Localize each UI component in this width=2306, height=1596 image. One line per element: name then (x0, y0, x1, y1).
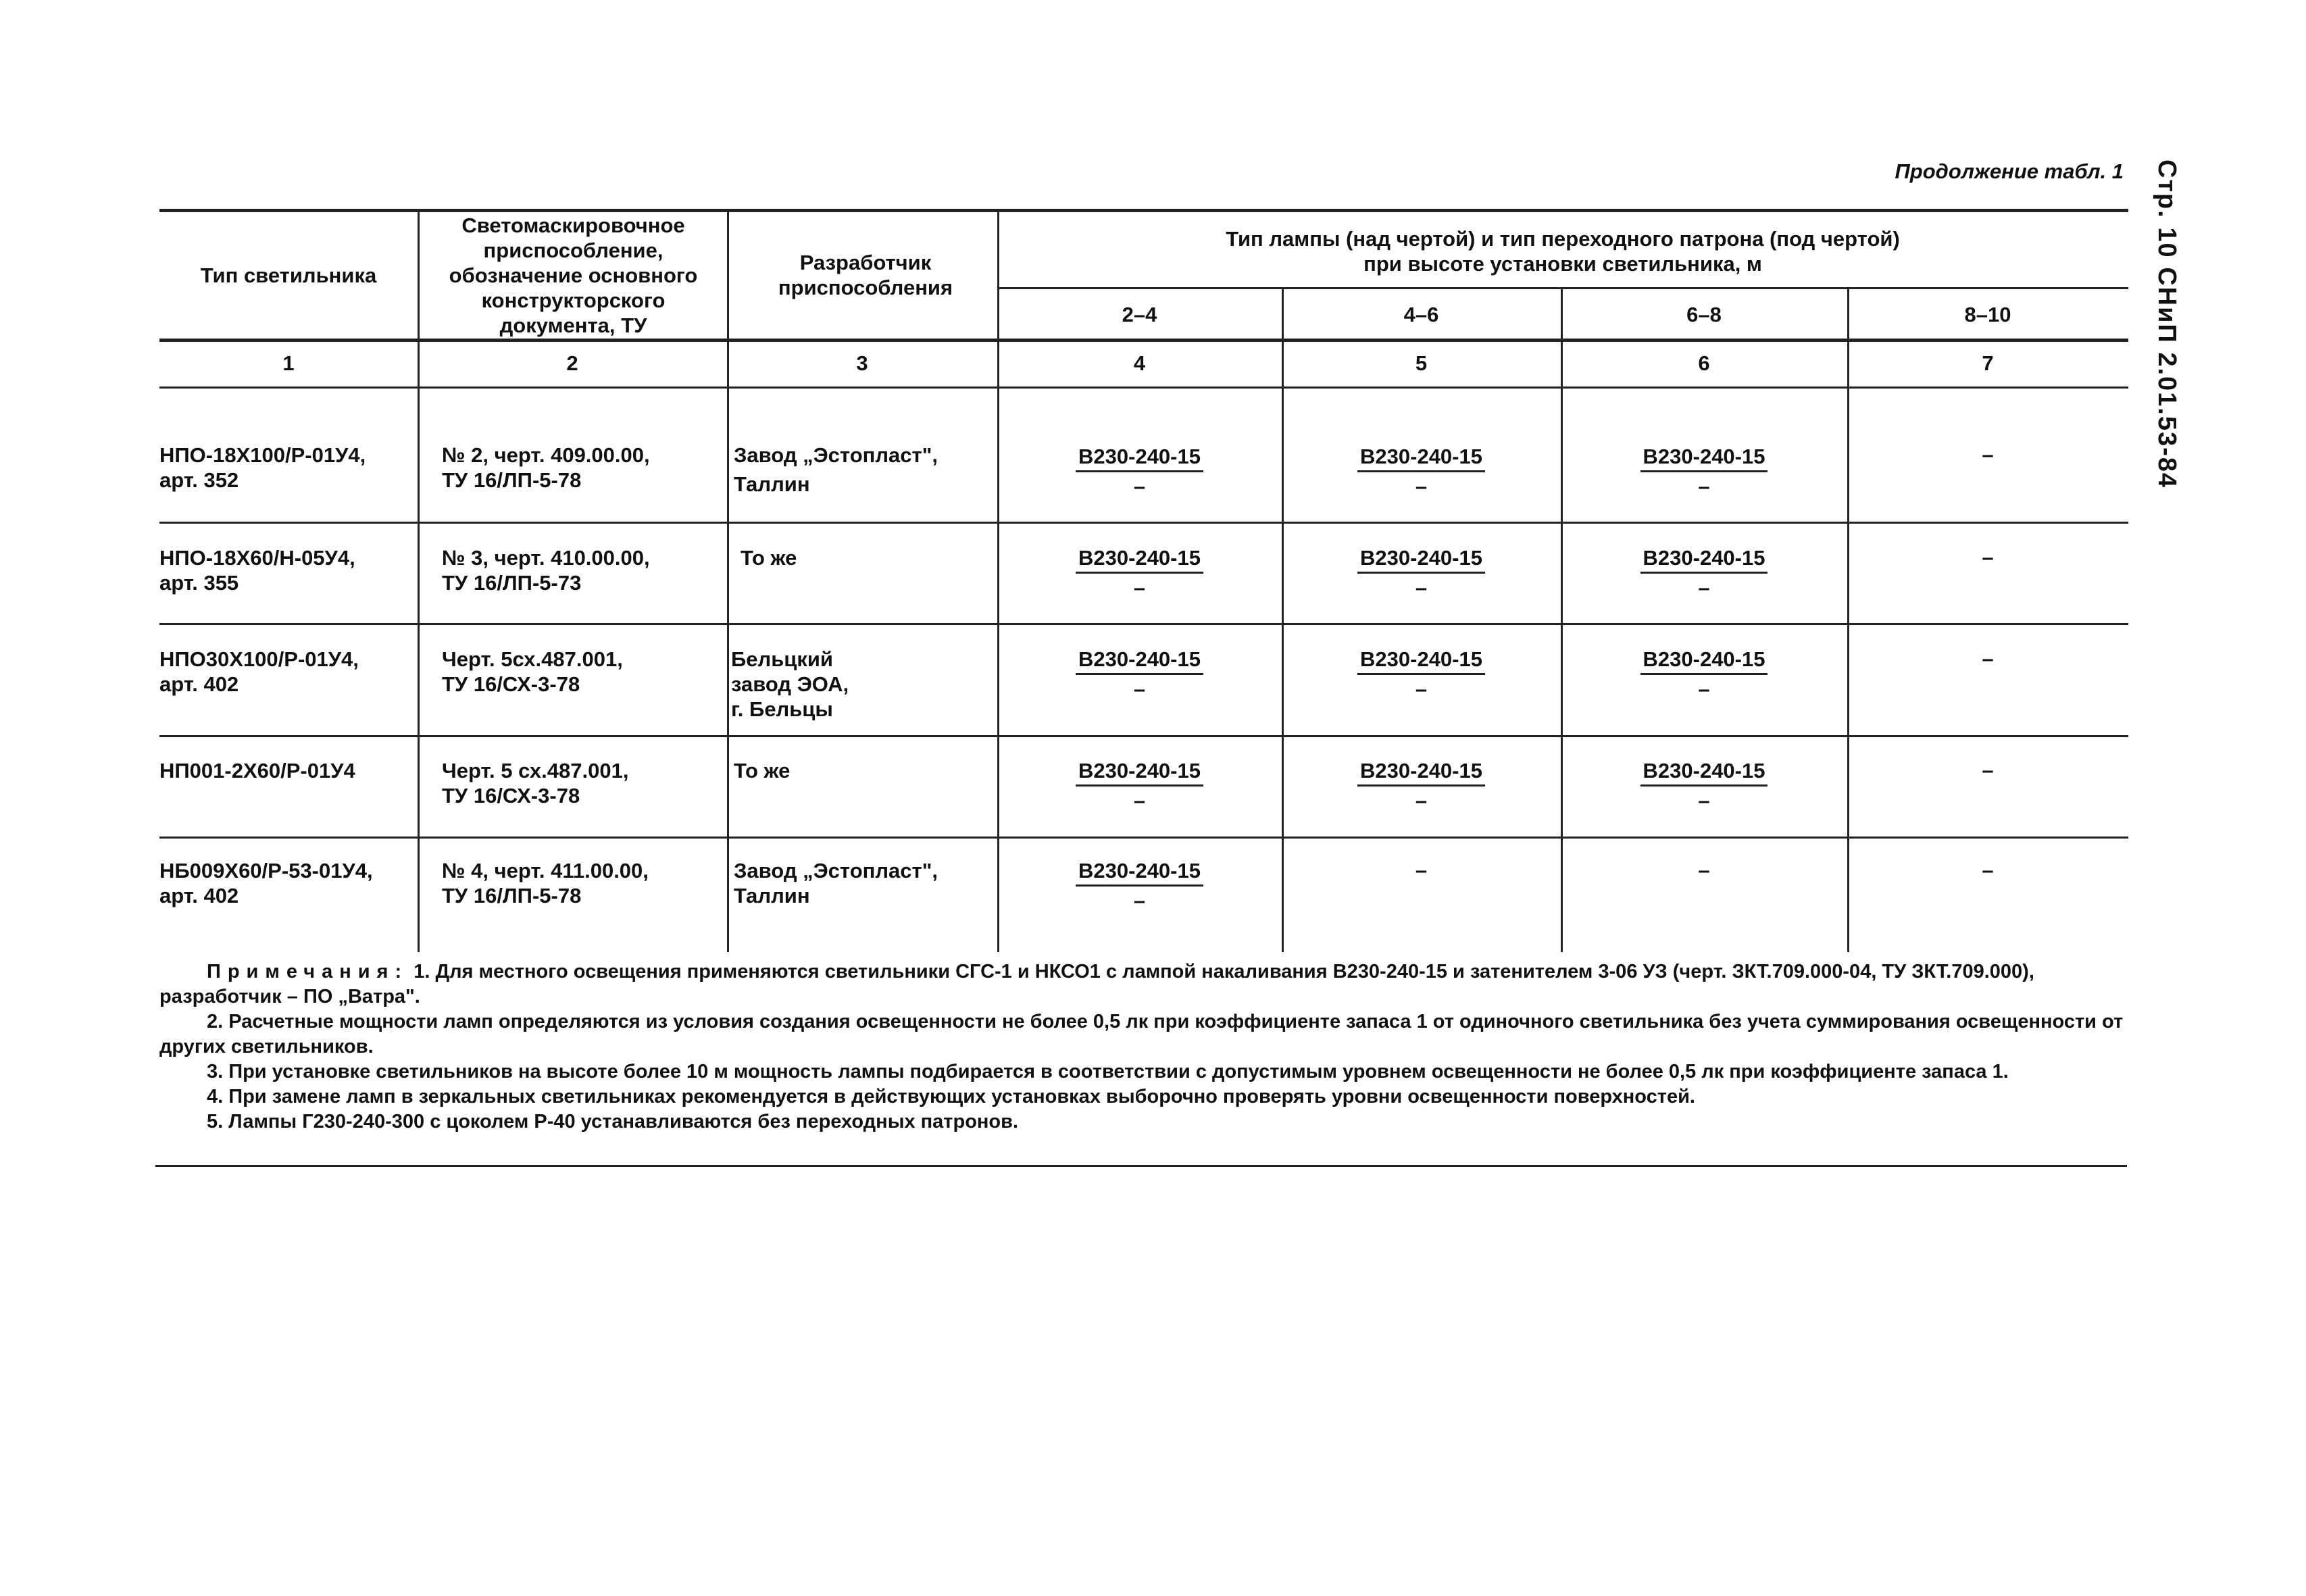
lamp-type-line1: НП001-2Х60/Р-01У4 (159, 759, 355, 782)
note-3: 3. При установке светильников на высоте более 10 м мощность лампы подбирается в соответствии с допустимым уровнем освещенности не более 0,5 лк при коэффициенте запаса 1. (207, 1061, 2009, 1082)
lamps-table (159, 206, 2128, 949)
col-number-6: 6 (1698, 351, 1710, 375)
lamp-fraction-6-8 (1561, 647, 1847, 701)
note-1-text: 1. Для местного освещения применяются светильники СГС-1 и НКСО1 с лампой накаливания В230-240-15 и затенителем 3-06 УЗ (черт. ЗКТ.709.000-04, ТУ ЗКТ.709.000), разработчик – ПО „Ватра". (159, 961, 2034, 1007)
group-header-rule (997, 287, 2128, 289)
lamp-fraction-4-6 (1282, 444, 1561, 499)
lamp-type: В230-240-15 (1076, 647, 1203, 675)
col-numbers-rule (159, 386, 2128, 389)
header-developer: Разработчик приспособления (778, 251, 953, 299)
col-number-4: 4 (1133, 351, 1146, 375)
document-line2: ТУ 16/СХ-3-78 (442, 784, 580, 807)
lamp-type-line1: НПО-18Х100/Р-01У4, (159, 443, 366, 467)
adapter-type: – (1133, 576, 1146, 599)
lamp-type: В230-240-15 (1076, 858, 1203, 887)
lamp-type: В230-240-15 (1357, 647, 1485, 675)
table-row (159, 443, 416, 493)
note-5: 5. Лампы Г230-240-300 с цоколем Р-40 устанавливаются без переходных патронов. (207, 1111, 1019, 1132)
lamp-cell-8-10: – (1982, 647, 1994, 670)
document-cell (442, 758, 726, 808)
adapter-type: – (1415, 677, 1428, 701)
document-line2: ТУ 16/ЛП-5-78 (442, 468, 582, 492)
note-1 (159, 959, 2128, 1009)
lamp-cell-8-10: – (1982, 545, 1994, 569)
developer-line2: Таллин (734, 472, 810, 496)
note-2: 2. Расчетные мощности ламп определяются из условия создания освещенности не более 0,5 лк при коэффициенте запаса 1 от одиночного светильника без учета суммирования освещенности от других светильников. (159, 1011, 2124, 1057)
header-lamp-type: Тип светильника (200, 263, 377, 287)
lamp-fraction-6-8 (1561, 545, 1847, 600)
col-divider-6 (1847, 287, 1849, 952)
header-height-2-4: 2–4 (1122, 302, 1157, 326)
document-line1: № 2, черт. 409.00.00, (442, 443, 650, 467)
adapter-type: – (1698, 789, 1710, 812)
header-height-4-6: 4–6 (1403, 302, 1439, 326)
document-line2: ТУ 16/ЛП-5-73 (442, 571, 582, 595)
row-4-rule (159, 837, 2128, 839)
developer-cell (741, 545, 994, 570)
table-row (159, 858, 416, 908)
lamp-type-line2: арт. 402 (159, 672, 239, 696)
document-cell (442, 545, 726, 595)
col-divider-4 (1282, 287, 1284, 952)
header-height-8-10: 8–10 (1964, 302, 2011, 326)
col-number-3: 3 (856, 351, 868, 375)
header-height-6-8: 6–8 (1686, 302, 1722, 326)
col-divider-2 (727, 209, 729, 952)
note-4: 4. При замене ламп в зеркальных светильниках рекомендуется в действующих установках выборочно проверять уровни освещенности поверхностей. (207, 1086, 1695, 1107)
developer-cell (734, 443, 994, 497)
adapter-type: – (1415, 576, 1428, 599)
lamp-cell-8-10: – (1982, 858, 1994, 882)
lamp-fraction-2-4 (997, 545, 1282, 600)
lamp-fraction-2-4 (997, 858, 1282, 913)
lamp-cell-8-10: – (1982, 758, 1994, 782)
lamp-type: В230-240-15 (1076, 545, 1203, 574)
lamp-type: В230-240-15 (1357, 545, 1485, 574)
adapter-type: – (1698, 474, 1710, 498)
lamp-fraction-2-4 (997, 758, 1282, 813)
bottom-rule (155, 1165, 2127, 1167)
document-cell (442, 443, 726, 493)
document-line1: № 3, черт. 410.00.00, (442, 546, 650, 570)
developer-line1: То же (741, 546, 797, 570)
row-2-rule (159, 623, 2128, 625)
lamp-type: В230-240-15 (1640, 647, 1768, 675)
table-row (159, 758, 416, 783)
col-number-5: 5 (1415, 351, 1428, 375)
adapter-type: – (1415, 474, 1428, 498)
developer-line2: завод ЭОА, (731, 672, 849, 696)
document-line1: Черт. 5сх.487.001, (442, 647, 623, 671)
adapter-type: – (1698, 677, 1710, 701)
lamp-type: В230-240-15 (1076, 444, 1203, 472)
table-row (159, 545, 416, 595)
lamp-cell-4-6: – (1415, 858, 1428, 882)
document-line2: ТУ 16/ЛП-5-78 (442, 884, 582, 907)
developer-line1: То же (734, 759, 791, 782)
document-cell (442, 647, 726, 697)
lamp-type: В230-240-15 (1640, 758, 1768, 787)
lamp-cell-6-8: – (1698, 858, 1710, 882)
lamp-fraction-4-6 (1282, 545, 1561, 600)
header-group-line1: Тип лампы (над чертой) и тип переходного патрона (под чертой) (1226, 227, 1900, 251)
document-line2: ТУ 16/СХ-3-78 (442, 672, 580, 696)
header-bottom-rule (159, 339, 2128, 342)
lamp-type: В230-240-15 (1076, 758, 1203, 787)
developer-cell (731, 647, 995, 722)
developer-cell (734, 858, 994, 908)
adapter-type: – (1133, 474, 1146, 498)
lamp-type-line1: НБ009Х60/Р-53-01У4, (159, 859, 373, 882)
lamp-type: В230-240-15 (1357, 758, 1485, 787)
document-cell (442, 858, 726, 908)
lamp-fraction-4-6 (1282, 758, 1561, 813)
lamp-type-line2: арт. 402 (159, 884, 239, 907)
col-number-2: 2 (566, 351, 578, 375)
row-3-rule (159, 735, 2128, 737)
developer-line2: Таллин (734, 884, 810, 907)
lamp-type: В230-240-15 (1640, 444, 1768, 472)
lamp-fraction-6-8 (1561, 444, 1847, 499)
developer-line1: Завод „Эстопласт", (734, 443, 938, 467)
adapter-type: – (1133, 677, 1146, 701)
col-number-7: 7 (1982, 351, 1994, 375)
table-row (159, 647, 416, 697)
adapter-type: – (1133, 789, 1146, 812)
document-line1: Черт. 5 сх.487.001, (442, 759, 629, 782)
lamp-fraction-2-4 (997, 444, 1282, 499)
col-divider-1 (418, 209, 420, 952)
notes-prefix: Примечания: (207, 961, 409, 982)
header-masking-device: Светомаскировочное приспособление, обозначение основного конструкторского документа, ТУ (449, 213, 698, 337)
developer-cell (734, 758, 994, 783)
page-side-header: Стр. 10 СНиП 2.01.53-84 (2153, 159, 2181, 489)
adapter-type: – (1698, 576, 1710, 599)
lamp-type-line1: НПО-18Х60/Н-05У4, (159, 546, 355, 570)
col-divider-5 (1561, 287, 1563, 952)
developer-line1: Завод „Эстопласт", (734, 859, 938, 882)
lamp-type-line2: арт. 355 (159, 571, 239, 595)
header-group (997, 226, 2128, 276)
developer-line1: Бельцкий (731, 647, 833, 671)
adapter-type: – (1415, 789, 1428, 812)
lamp-fraction-2-4 (997, 647, 1282, 701)
row-1-rule (159, 522, 2128, 524)
table-notes (159, 959, 2128, 1134)
adapter-type: – (1133, 889, 1146, 912)
lamp-fraction-4-6 (1282, 647, 1561, 701)
lamp-type-line1: НПО30Х100/Р-01У4, (159, 647, 359, 671)
table-continuation-label: Продолжение табл. 1 (1895, 159, 2124, 183)
developer-line3: г. Бельцы (731, 697, 833, 721)
lamp-type: В230-240-15 (1357, 444, 1485, 472)
header-group-line2: при высоте установки светильника, м (1363, 252, 1762, 276)
col-number-1: 1 (282, 351, 295, 375)
document-line1: № 4, черт. 411.00.00, (442, 859, 649, 882)
lamp-type-line2: арт. 352 (159, 468, 239, 492)
lamp-fraction-6-8 (1561, 758, 1847, 813)
lamp-type: В230-240-15 (1640, 545, 1768, 574)
lamp-cell-8-10: – (1982, 443, 1994, 466)
